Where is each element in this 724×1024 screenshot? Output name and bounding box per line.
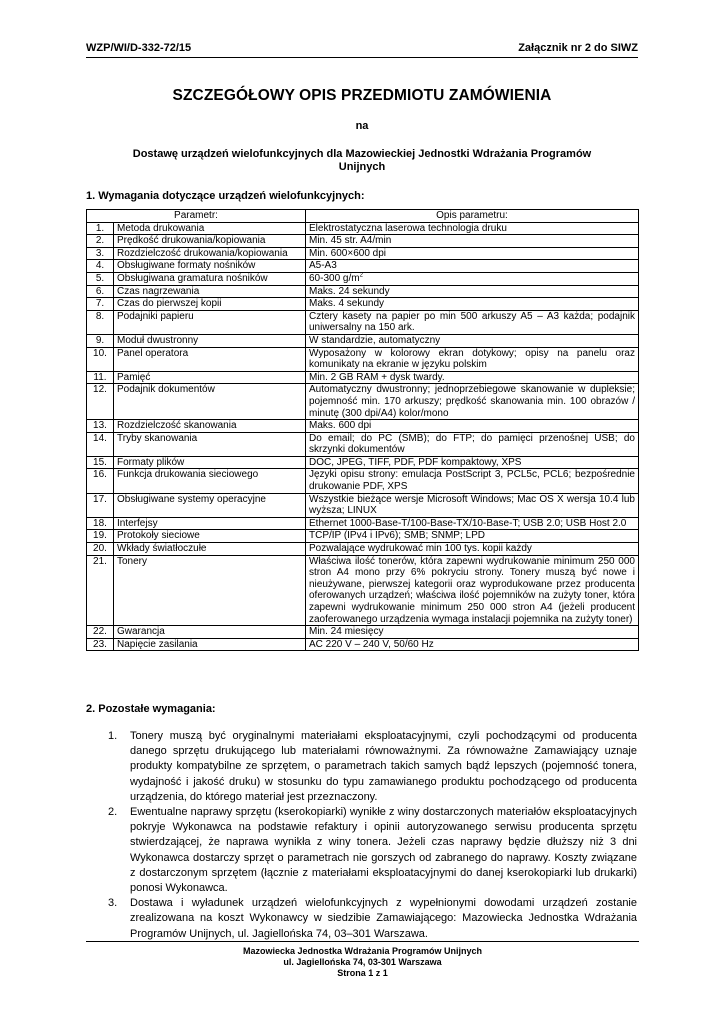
table-row	[87, 469, 639, 493]
row-number: 19.	[87, 530, 114, 543]
row-description: Wyposażony w kolorowy ekran dotykowy; opisy na panelu oraz komunikaty na ekranie w języku polskim	[306, 347, 639, 371]
row-parameter: Interfejsy	[114, 517, 306, 530]
row-description: Min. 600×600 dpi	[306, 247, 639, 260]
row-parameter: Podajniki papieru	[114, 310, 306, 334]
row-number: 4.	[87, 260, 114, 273]
list-item	[108, 729, 637, 805]
subtitle-line-2: Unijnych	[338, 161, 386, 173]
table-body	[87, 222, 639, 651]
row-number: 10.	[87, 347, 114, 371]
page-footer	[86, 946, 639, 979]
row-number: 5.	[87, 272, 114, 285]
table-row	[87, 235, 639, 248]
table-row	[87, 260, 639, 273]
row-number: 6.	[87, 285, 114, 298]
row-parameter: Obsługiwane formaty nośników	[114, 260, 306, 273]
row-number: 3.	[87, 247, 114, 260]
row-parameter: Protokoły sieciowe	[114, 530, 306, 543]
row-number: 7.	[87, 298, 114, 311]
document-title: SZCZEGÓŁOWY OPIS PRZEDMIOTU ZAMÓWIENIA	[172, 87, 552, 104]
row-number: 13.	[87, 420, 114, 433]
title-connector: na	[355, 120, 369, 132]
table-row	[87, 272, 639, 285]
row-description: A5-A3	[306, 260, 639, 273]
row-parameter: Formaty plików	[114, 456, 306, 469]
table-row	[87, 371, 639, 384]
section-1-heading: 1. Wymagania dotyczące urządzeń wielofunkcyjnych:	[86, 190, 365, 202]
row-description: 60-300 $g/m^2$	[306, 272, 639, 285]
row-description: TCP/IP (IPv4 i IPv6); SMB; SNMP; LPD	[306, 530, 639, 543]
table-row	[87, 543, 639, 556]
row-number: 23.	[87, 638, 114, 651]
list-item-number: 1.	[108, 730, 118, 742]
row-parameter: Prędkość drukowania/kopiowania	[114, 235, 306, 248]
table-row	[87, 420, 639, 433]
row-number: 9.	[87, 334, 114, 347]
row-description: Właściwa ilość tonerów, która zapewni wydrukowanie minimum 250 000 stron A4 mono przy 6% pokryciu strony. Tonery muszą być nowe i nieużywane, pierwszej kategorii oraz wyprodukowane przez producenta oferowanych urządzeń; właściwa ilość pojemników na zużyty toner, która zapewni wydrukowanie minimum 250 000 stron A4 (jeżeli producent zaoferowanego urządzenia wymaga instalacji pojemnika na zużyty toner)	[306, 555, 639, 626]
list-item	[108, 805, 637, 896]
row-number: 15.	[87, 456, 114, 469]
row-number: 2.	[87, 235, 114, 248]
row-parameter: Panel operatora	[114, 347, 306, 371]
row-parameter: Wkłady światłoczułe	[114, 543, 306, 556]
table-row	[87, 298, 639, 311]
row-parameter: Tonery	[114, 555, 306, 626]
table-row	[87, 222, 639, 235]
list-item-text: Dostawa i wyładunek urządzeń wielofunkcyjnych z wypełnionymi dowodami urządzeń zostanie zrealizowana na koszt Wykonawcy w siedzibie Zamawiającego: Mazowiecka Jednostka Wdrażania Programów Unijnych, ul. Jagiellońska 74, 03–301 Warszawa.	[130, 897, 637, 940]
footer-divider	[86, 941, 639, 942]
list-item-number: 2.	[108, 806, 118, 819]
footer-address: ul. Jagiellońska 74, 03-301 Warszawa	[283, 957, 442, 967]
table-row	[87, 517, 639, 530]
column-header-description: Opis parametru:	[306, 210, 639, 223]
table-header-row	[87, 210, 639, 223]
list-item-text: Tonery muszą być oryginalnymi materiałami eksploatacyjnymi, czyli pochodzącymi od producenta danego sprzętu drukującego lub materiałami równoważnymi. Za równoważne Zamawiający uznaje produkty kompatybilne ze sprzętem, o parametrach takich samych bądź lepszych (pojemność tonera, wydajność i jakość druku) w stosunku do typu zamawianego produktu pochodzącego od producenta urządzenia, do którego materiał jest przeznaczony.	[130, 730, 637, 803]
table-row	[87, 334, 639, 347]
row-parameter: Obsługiwana gramatura nośników	[114, 272, 306, 285]
table-row	[87, 530, 639, 543]
row-description: Cztery kasety na papier po min 500 arkuszy A5 – A3 każda; podajnik uniwersalny na 150 ark.	[306, 310, 639, 334]
row-parameter: Podajnik dokumentów	[114, 384, 306, 420]
row-parameter: Tryby skanowania	[114, 432, 306, 456]
table-row	[87, 626, 639, 639]
row-number: 12.	[87, 384, 114, 420]
attachment-label: Załącznik nr 2 do SIWZ	[518, 42, 638, 54]
list-item-number: 3.	[108, 897, 118, 910]
row-number: 14.	[87, 432, 114, 456]
row-parameter: Czas do pierwszej kopii	[114, 298, 306, 311]
section-2-heading: 2. Pozostałe wymagania:	[86, 703, 216, 715]
row-parameter: Obsługiwane systemy operacyjne	[114, 493, 306, 517]
table-row	[87, 432, 639, 456]
footer-organization: Mazowiecka Jednostka Wdrażania Programów Unijnych	[242, 946, 483, 956]
row-number: 11.	[87, 371, 114, 384]
row-parameter: Czas nagrzewania	[114, 285, 306, 298]
row-description: Maks. 4 sekundy	[306, 298, 639, 311]
list-item	[108, 896, 637, 942]
table-row	[87, 285, 639, 298]
row-number: 20.	[87, 543, 114, 556]
row-description: Elektrostatyczna laserowa technologia druku	[306, 222, 639, 235]
row-description: Min. 2 GB RAM + dysk twardy.	[306, 371, 639, 384]
row-parameter: Funkcja drukowania sieciowego	[114, 469, 306, 493]
row-description: Ethernet 1000-Base-T/100-Base-TX/10-Base-T; USB 2.0; USB Host 2.0	[306, 517, 639, 530]
list-item-text: Ewentualne naprawy sprzętu (kserokopiarki) wynikłe z winy dostarczonych materiałów eksploatacyjnych pokryje Wykonawca na podstawie refaktury i opinii autoryzowanego serwisu producenta sprzętu stwierdzającej, że naprawa wynikła z winy tonera. Jeżeli czas naprawy będzie dłuższy niż 3 dni Wykonawca dostarczy sprzęt o parametrach nie gorszych od zabranego do naprawy. Koszty związane z dostarczonym sprzętem (łącznie z materiałami eksploatacyjnymi do danej kserokopiarki lub drukarki) ponosi Wykonawca.	[130, 806, 637, 895]
row-parameter: Moduł dwustronny	[114, 334, 306, 347]
table-row	[87, 384, 639, 420]
row-parameter: Metoda drukowania	[114, 222, 306, 235]
row-description: Automatyczny dwustronny; jednoprzebiegowe skanowanie w dupleksie; pojemność min. 170 arkuszy; prędkość skanowania min. 100 obrazów / minutę (300 dpi/A4) kolor/mono	[306, 384, 639, 420]
column-header-parameter: Parametr:	[87, 210, 306, 223]
table-row	[87, 310, 639, 334]
row-parameter: Gwarancja	[114, 626, 306, 639]
document-reference: WZP/WI/D-332-72/15	[86, 42, 192, 54]
row-number: 21.	[87, 555, 114, 626]
subtitle-line-1: Dostawę urządzeń wielofunkcyjnych dla Mazowieckiej Jednostki Wdrażania Programów	[132, 148, 592, 160]
document-subtitle	[96, 148, 628, 174]
requirements-table	[86, 209, 639, 651]
table-row	[87, 456, 639, 469]
row-description: Pozwalające wydrukować min 100 tys. kopii każdy	[306, 543, 639, 556]
row-number: 22.	[87, 626, 114, 639]
row-number: 8.	[87, 310, 114, 334]
table-row	[87, 493, 639, 517]
other-requirements-list	[108, 729, 637, 942]
unit-superscript: 2	[359, 272, 363, 279]
row-description: Do email; do PC (SMB); do FTP; do pamięci przenośnej USB; do skrzynki dokumentów	[306, 432, 639, 456]
row-parameter: Pamięć	[114, 371, 306, 384]
row-number: 18.	[87, 517, 114, 530]
row-parameter: Rozdzielczość skanowania	[114, 420, 306, 433]
footer-page-number: Strona 1 z 1	[337, 968, 388, 978]
row-description: Maks. 600 dpi	[306, 420, 639, 433]
row-description: Maks. 24 sekundy	[306, 285, 639, 298]
row-description: Wszystkie bieżące wersje Microsoft Windows; Mac OS X wersja 10.4 lub wyższa; LINUX	[306, 493, 639, 517]
table-row	[87, 555, 639, 626]
row-description: Języki opisu strony: emulacja PostScript 3, PCL5c, PCL6; bezpośrednie drukowanie PDF, XPS	[306, 469, 639, 493]
row-description: Min. 24 miesięcy	[306, 626, 639, 639]
row-number: 16.	[87, 469, 114, 493]
row-description: AC 220 V – 240 V, 50/60 Hz	[306, 638, 639, 651]
table-row	[87, 638, 639, 651]
row-description: W standardzie, automatyczny	[306, 334, 639, 347]
row-description: Min. 45 str. A4/min	[306, 235, 639, 248]
row-parameter: Rozdzielczość drukowania/kopiowania	[114, 247, 306, 260]
row-parameter: Napięcie zasilania	[114, 638, 306, 651]
row-number: 17.	[87, 493, 114, 517]
page-header	[86, 42, 638, 58]
row-description: DOC, JPEG, TIFF, PDF, PDF kompaktowy, XPS	[306, 456, 639, 469]
row-number: 1.	[87, 222, 114, 235]
table-row	[87, 247, 639, 260]
table-row	[87, 347, 639, 371]
